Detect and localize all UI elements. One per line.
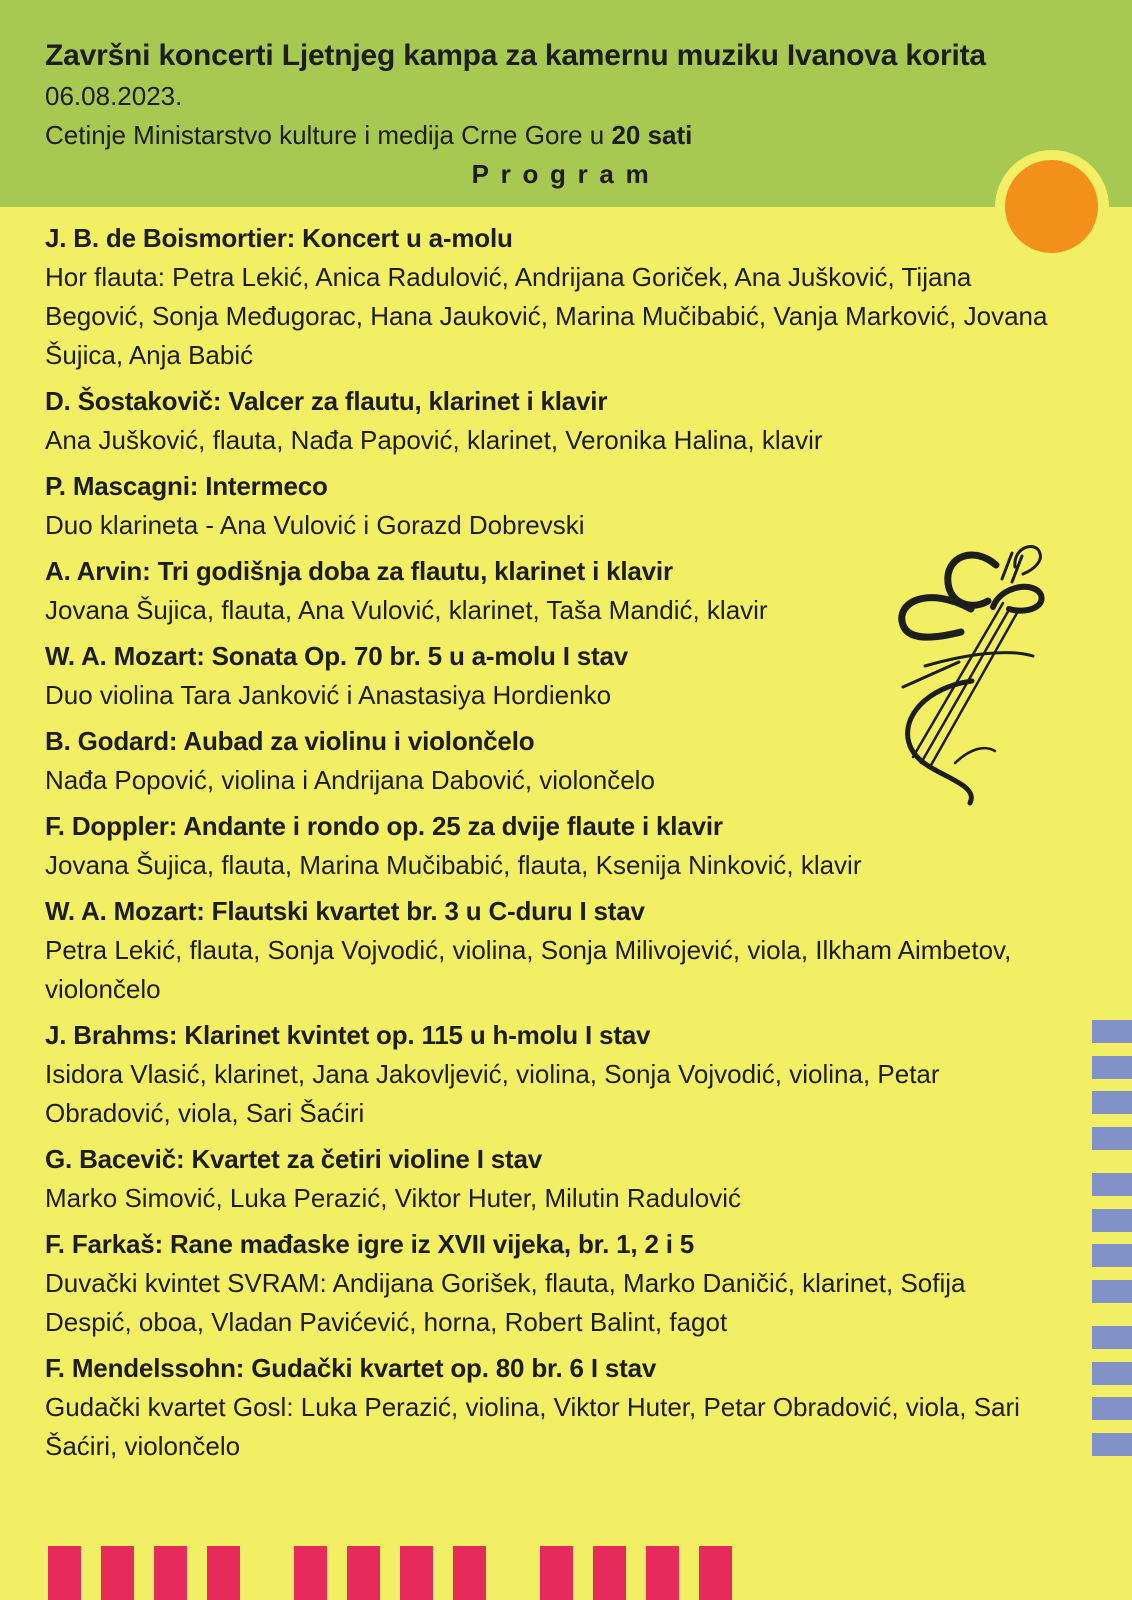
stripe-group: [1092, 1173, 1132, 1303]
program-item: [45, 892, 1050, 1009]
stripe-group: [1092, 1020, 1132, 1150]
piece-performers: Jovana Šujica, flauta, Ana Vulović, klarinet, Taša Mandić, klavir: [45, 595, 768, 625]
piece-performers: Gudački kvartet Gosl: Luka Perazić, violina, Viktor Huter, Petar Obradović, viola, Sari Šaćiri, violončelo: [45, 1392, 1020, 1461]
bar: [646, 1546, 679, 1600]
bar: [540, 1546, 573, 1600]
program-item: [45, 1016, 1050, 1133]
sun-circle-icon: [1005, 160, 1098, 253]
piece-title: F. Doppler: Andante i rondo op. 25 za dvije flaute i klavir: [45, 811, 723, 841]
stripe: [1092, 1362, 1132, 1385]
piece-performers: Hor flauta: Petra Lekić, Anica Radulović, Andrijana Goriček, Ana Jušković, Tijana Begović, Sonja Međugorac, Hana Jauković, Marina Mučibabić, Vanja Marković, Jovana Šujica, Anja Babić: [45, 262, 1048, 370]
stripe: [1092, 1056, 1132, 1079]
venue-text: Cetinje Ministarstvo kulture i medija Crne Gore u: [45, 120, 605, 150]
bar: [699, 1546, 732, 1600]
piece-title: J. B. de Boismortier: Koncert u a-molu: [45, 223, 513, 253]
stripe: [1092, 1209, 1132, 1232]
stripe: [1092, 1397, 1132, 1420]
piece-title: J. Brahms: Klarinet kvintet op. 115 u h-molu I stav: [45, 1020, 651, 1050]
bar-group: [294, 1546, 506, 1600]
piece-title: D. Šostakovič: Valcer za flautu, klarinet i klavir: [45, 386, 608, 416]
poster-title: Završni koncerti Ljetnjeg kampa za kamernu muziku Ivanova korita: [45, 39, 986, 72]
event-venue: [45, 115, 1087, 155]
program-item: [45, 382, 1050, 460]
piece-title: G. Bacevič: Kvartet za četiri violine I stav: [45, 1144, 542, 1174]
program-item: [45, 807, 1050, 885]
event-date: 06.08.2023.: [45, 81, 183, 111]
piece-title: W. A. Mozart: Flautski kvartet br. 3 u C-duru I stav: [45, 896, 645, 926]
stripe-group: [1092, 1326, 1132, 1456]
program-item: [45, 219, 1050, 375]
program-item: [45, 1225, 1050, 1342]
bar: [207, 1546, 240, 1600]
piece-performers: Duo violina Tara Janković i Anastasiya Hordienko: [45, 680, 612, 710]
bar: [400, 1546, 433, 1600]
stripe: [1092, 1326, 1132, 1349]
piece-performers: Isidora Vlasić, klarinet, Jana Jakovljević, violina, Sonja Vojvodić, violina, Petar Obradović, viola, Sari Šaćiri: [45, 1059, 940, 1128]
pink-bars: [48, 1546, 786, 1600]
stripe: [1092, 1127, 1132, 1150]
piece-performers: Petra Lekić, flauta, Sonja Vojvodić, violina, Sonja Milivojević, viola, Ilkham Aimbetov, violončelo: [45, 935, 1012, 1004]
piece-performers: Marko Simović, Luka Perazić, Viktor Huter, Milutin Radulović: [45, 1183, 741, 1213]
bar: [48, 1546, 81, 1600]
bar: [294, 1546, 327, 1600]
bar: [347, 1546, 380, 1600]
piece-performers: Duvački kvintet SVRAM: Andijana Gorišek, flauta, Marko Daničić, klarinet, Sofija Despić, oboa, Vladan Pavićević, horna, Robert Balint, fagot: [45, 1268, 966, 1337]
piece-title: P. Mascagni: Intermeco: [45, 471, 328, 501]
stripe: [1092, 1020, 1132, 1043]
program-item: [45, 467, 1050, 545]
program-item: [45, 552, 1050, 630]
blue-stripes: [1092, 1020, 1132, 1479]
bar-group: [540, 1546, 752, 1600]
piece-performers: Nađa Popović, violina i Andrijana Dabović, violončelo: [45, 765, 655, 795]
piece-performers: Duo klarineta - Ana Vulović i Gorazd Dobrevski: [45, 510, 585, 540]
program-heading: Program: [471, 159, 661, 189]
stripe: [1092, 1244, 1132, 1267]
bar: [453, 1546, 486, 1600]
bar-group: [48, 1546, 260, 1600]
piece-title: F. Mendelssohn: Gudački kvartet op. 80 br. 6 I stav: [45, 1353, 657, 1383]
bar: [101, 1546, 134, 1600]
bar: [154, 1546, 187, 1600]
stripe: [1092, 1091, 1132, 1114]
piece-title: W. A. Mozart: Sonata Op. 70 br. 5 u a-molu I stav: [45, 641, 629, 671]
poster-header: [0, 0, 1132, 207]
stripe: [1092, 1433, 1132, 1456]
piece-performers: Ana Jušković, flauta, Nađa Papović, klarinet, Veronika Halina, klavir: [45, 425, 823, 455]
piece-title: B. Godard: Aubad za violinu i violončelo: [45, 726, 535, 756]
program-list: [45, 207, 1050, 1473]
event-time: 20 sati: [604, 120, 693, 150]
stripe: [1092, 1280, 1132, 1303]
piece-title: F. Farkaš: Rane mađaske igre iz XVII vijeka, br. 1, 2 i 5: [45, 1229, 695, 1259]
piece-title: A. Arvin: Tri godišnja doba za flautu, klarinet i klavir: [45, 556, 673, 586]
bar: [593, 1546, 626, 1600]
program-item: [45, 722, 1050, 800]
program-item: [45, 1140, 1050, 1218]
program-item: [45, 1349, 1050, 1466]
program-item: [45, 637, 1050, 715]
stripe: [1092, 1173, 1132, 1196]
piece-performers: Jovana Šujica, flauta, Marina Mučibabić, flauta, Ksenija Ninković, klavir: [45, 850, 862, 880]
